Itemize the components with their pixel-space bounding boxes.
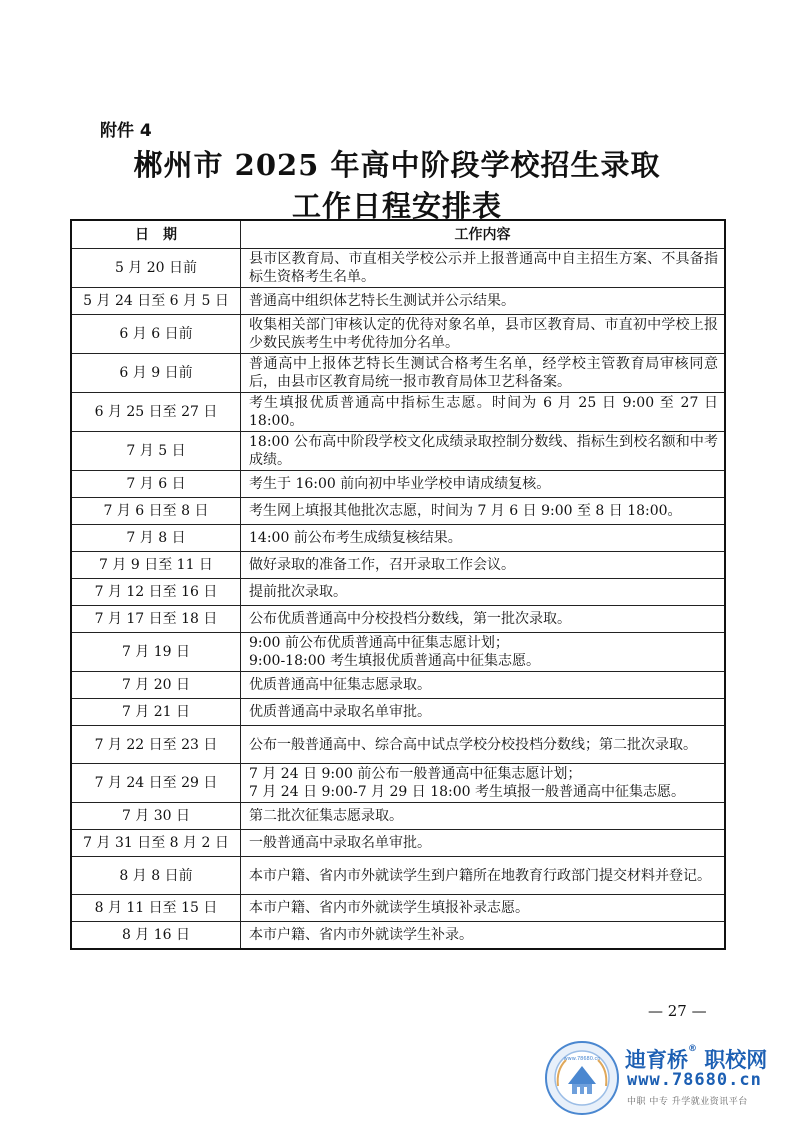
- watermark-logo-icon: [544, 1040, 620, 1116]
- table-row: [71, 699, 725, 726]
- row-content: 优质普通高中录取名单审批。: [241, 699, 726, 726]
- row-date: 7 月 8 日: [71, 525, 241, 552]
- row-content: 公布一般普通高中、综合高中试点学校分校投档分数线；第二批次录取。: [241, 726, 726, 764]
- attachment-label: 附件 4: [100, 121, 152, 141]
- table-row: [71, 288, 725, 315]
- row-content: 普通高中上报体艺特长生测试合格考生名单，经学校主管教育局审核同意后，由县市区教育局统一报市教育局体卫艺科备案。: [241, 354, 726, 393]
- row-date: 6 月 25 日至 27 日: [71, 393, 241, 432]
- page-number: — 27 —: [648, 1002, 707, 1020]
- table-row: [71, 764, 725, 803]
- row-content-line: 9:00-18:00 考生填报优质普通高中征集志愿。: [249, 653, 540, 669]
- row-content: 本市户籍、省内市外就读学生到户籍所在地教育行政部门提交材料并登记。: [241, 857, 726, 895]
- row-date: 7 月 21 日: [71, 699, 241, 726]
- table-row: [71, 830, 725, 857]
- row-date: 7 月 30 日: [71, 803, 241, 830]
- row-content: 提前批次录取。: [241, 579, 726, 606]
- table-row: [71, 315, 725, 354]
- row-content: 做好录取的准备工作，召开录取工作会议。: [241, 552, 726, 579]
- row-content: 县市区教育局、市直相关学校公示并上报普通高中自主招生方案、不具备指标生资格考生名单。: [241, 249, 726, 288]
- row-content: 考生网上填报其他批次志愿，时间为 7 月 6 日 9:00 至 8 日 18:00。: [241, 498, 726, 525]
- row-content: 普通高中组织体艺特长生测试并公示结果。: [241, 288, 726, 315]
- schedule-table: [70, 219, 726, 950]
- table-row: [71, 803, 725, 830]
- table-row: [71, 525, 725, 552]
- table-row: [71, 633, 725, 672]
- row-content: 本市户籍、省内市外就读学生填报补录志愿。: [241, 895, 726, 922]
- watermark-site: www.78680.cn: [627, 1070, 762, 1090]
- table-row: [71, 393, 725, 432]
- row-content: 18:00 公布高中阶段学校文化成绩录取控制分数线、指标生到校名额和中考成绩。: [241, 432, 726, 471]
- table-row: [71, 726, 725, 764]
- row-date: 5 月 24 日至 6 月 5 日: [71, 288, 241, 315]
- row-date: 8 月 11 日至 15 日: [71, 895, 241, 922]
- row-date: 6 月 9 日前: [71, 354, 241, 393]
- row-date: 7 月 24 日至 29 日: [71, 764, 241, 803]
- table-row: [71, 432, 725, 471]
- watermark-brand-suffix: 职校网: [704, 1048, 768, 1072]
- row-content-line: 7 月 24 日 9:00 前公布一般普通高中征集志愿计划；: [249, 766, 582, 782]
- row-date: 7 月 5 日: [71, 432, 241, 471]
- row-content: 考生填报优质普通高中指标生志愿。时间为 6 月 25 日 9:00 至 27 日 18:00。: [241, 393, 726, 432]
- row-date: 6 月 6 日前: [71, 315, 241, 354]
- row-content: 14:00 前公布考生成绩复核结果。: [241, 525, 726, 552]
- table-row: [71, 498, 725, 525]
- watermark-slogan: 中职 中专 升学就业资讯平台: [627, 1097, 748, 1107]
- table-row: [71, 354, 725, 393]
- row-content-line: 7 月 24 日 9:00-7 月 29 日 18:00 考生填报一般普通高中征集志愿。: [249, 784, 686, 800]
- watermark-brand-name: 迪育桥: [625, 1048, 688, 1072]
- row-content: 公布优质普通高中分校投档分数线，第一批次录取。: [241, 606, 726, 633]
- row-content-line: 9:00 前公布优质普通高中征集志愿计划；: [249, 635, 509, 651]
- header-date: 日 期: [71, 220, 241, 249]
- header-content: 工作内容: [241, 220, 726, 249]
- table-row: [71, 895, 725, 922]
- table-row: [71, 672, 725, 699]
- row-date: 7 月 9 日至 11 日: [71, 552, 241, 579]
- row-content: 本市户籍、省内市外就读学生补录。: [241, 922, 726, 949]
- registered-mark: ®: [688, 1044, 697, 1054]
- row-date: 7 月 6 日至 8 日: [71, 498, 241, 525]
- row-content: 第二批次征集志愿录取。: [241, 803, 726, 830]
- row-content: [241, 633, 726, 672]
- row-date: 8 月 8 日前: [71, 857, 241, 895]
- table-row: [71, 857, 725, 895]
- page-title-line2: 工作日程安排表: [291, 189, 502, 223]
- watermark-logo-text: www.78680.cn: [563, 1056, 601, 1062]
- row-content: 收集相关部门审核认定的优待对象名单，县市区教育局、市直初中学校上报少数民族考生中考优待加分名单。: [241, 315, 726, 354]
- row-date: 5 月 20 日前: [71, 249, 241, 288]
- row-date: 7 月 19 日: [71, 633, 241, 672]
- row-content: 考生于 16:00 前向初中毕业学校申请成绩复核。: [241, 471, 726, 498]
- row-content: 优质普通高中征集志愿录取。: [241, 672, 726, 699]
- row-date: 7 月 6 日: [71, 471, 241, 498]
- table-row: [71, 922, 725, 949]
- table-row: [71, 606, 725, 633]
- page-title-line1: 郴州市 2025 年高中阶段学校招生录取: [133, 148, 661, 182]
- row-date: 7 月 12 日至 16 日: [71, 579, 241, 606]
- row-content: 一般普通高中录取名单审批。: [241, 830, 726, 857]
- row-content: [241, 764, 726, 803]
- table-row: [71, 579, 725, 606]
- row-date: 7 月 17 日至 18 日: [71, 606, 241, 633]
- table-row: [71, 249, 725, 288]
- row-date: 7 月 20 日: [71, 672, 241, 699]
- row-date: 7 月 22 日至 23 日: [71, 726, 241, 764]
- table-row: [71, 552, 725, 579]
- row-date: 7 月 31 日至 8 月 2 日: [71, 830, 241, 857]
- row-date: 8 月 16 日: [71, 922, 241, 949]
- table-row: [71, 471, 725, 498]
